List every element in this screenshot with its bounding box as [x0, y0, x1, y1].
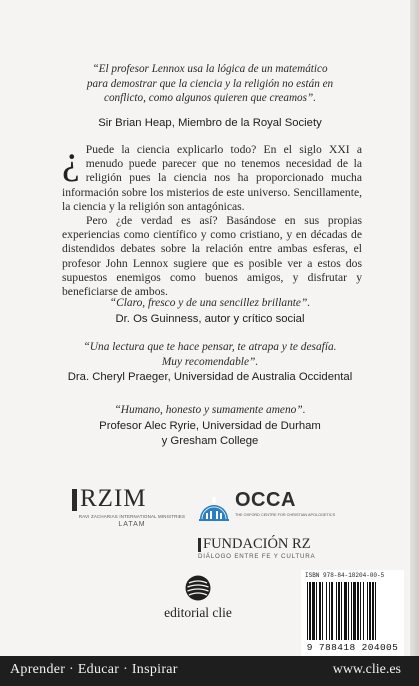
top-quote-line: conflicto, como algunos quieren que creamos”. — [103, 92, 316, 104]
rzim-name: RZIM — [80, 485, 147, 512]
footer-website: www.clie.es — [332, 662, 401, 677]
barcode — [301, 570, 404, 658]
occa-subtitle: THE OXFORD CENTRE FOR CHRISTIAN APOLOGETICS — [235, 513, 336, 517]
occa-dome-icon — [196, 489, 232, 525]
isbn-label: ISBN 978-84-18204-00-5 — [305, 572, 385, 579]
fundacion-subtitle: DIÁLOGO ENTRE FE Y CULTURA — [198, 553, 316, 560]
fundacion-name: FUNDACIÓN RZ — [203, 536, 311, 552]
fundacion-bar-icon — [198, 538, 201, 552]
rzim-bar-icon — [72, 489, 77, 511]
synopsis-paragraph-1 — [62, 137, 362, 214]
rzim-subtitle: RAVI ZACHARIAS INTERNATIONAL MINISTRIES — [78, 514, 186, 519]
clie-globe-icon — [184, 574, 212, 602]
top-quote — [60, 62, 360, 106]
synopsis-paragraph-1-text: Puede la ciencia explicarlo todo? En el siglo XXI a menudo puede parecer que no tenemos necesidad de la religión pues la ciencia nos ha proporcionado mucha información sobre los misterios de este universo. Sencillamente, la ciencia y la religión son antagónicas. — [62, 143, 362, 213]
blurb-author: Dra. Cheryl Praeger, Universidad de Australia Occidental — [67, 371, 353, 384]
footer-slogan: Aprender · Educar · Inspirar — [10, 662, 178, 677]
occa-name: OCCA — [235, 489, 296, 511]
cover-edge-shadow — [410, 0, 419, 686]
blurb-author: Dr. Os Guinness, autor y crítico social — [115, 312, 305, 325]
barcode-number: 9 788418 204005 — [306, 642, 399, 653]
publisher-name: editorial clie — [164, 605, 232, 620]
blurb-praeger — [60, 340, 360, 385]
rzim-region: LATAM — [118, 521, 146, 528]
blurb-quote: “Claro, fresco y de una sencillez brillante”. — [109, 297, 311, 309]
synopsis — [62, 137, 362, 299]
publisher-logo — [158, 574, 238, 630]
rzim-logo — [72, 487, 190, 531]
fundacion-rz-logo — [198, 537, 328, 563]
footer-band — [0, 656, 419, 686]
blurb-quote: “Humano, honesto y sumamente ameno”. — [114, 404, 306, 416]
blurb-ryrie — [60, 403, 360, 449]
top-quote-line: “El profesor Lennox usa la lógica de un matemático — [92, 63, 328, 75]
blurb-author: Profesor Alec Ryrie, Universidad de Durham — [99, 419, 321, 432]
blurb-quote: Muy recomendable”. — [161, 355, 259, 368]
blurb-guinness — [60, 296, 360, 326]
occa-logo — [196, 489, 336, 529]
blurb-author: y Gresham College — [161, 435, 259, 448]
top-quote-attribution: Sir Brian Heap, Miembro de la Royal Society — [98, 117, 322, 129]
top-quote-line: para demostrar que la ciencia y la religión no están en — [86, 77, 334, 90]
barcode-bars-icon — [307, 582, 399, 640]
drop-question-mark: ¿ — [62, 137, 80, 182]
synopsis-paragraph-2: Pero ¿de verdad es así? Basándose en sus propias experiencias como científico y como cristiano, y en décadas de distendidos debates sobre la relación entre ambas esferas, el profesor John Lennox sugiere que es posible ver a estos dos supuestos enemigos como buenos amigos, y disfrutar y beneficiarse de ambos. — [62, 214, 362, 299]
blurb-quote: “Una lectura que te hace pensar, te atrapa y te desafía. — [83, 341, 337, 353]
